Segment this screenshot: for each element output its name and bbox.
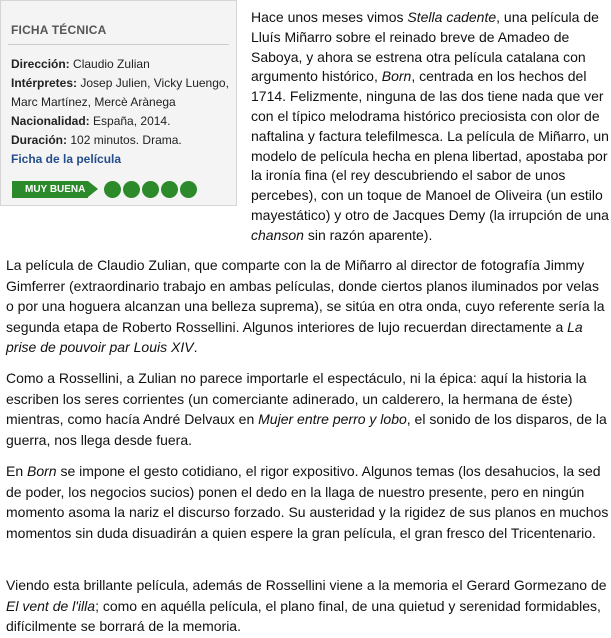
fact-nacionalidad — [11, 112, 233, 131]
p2-film-title: Mujer entre perro y lobo — [258, 411, 407, 427]
rating-dot — [123, 181, 140, 198]
fact-nacionalidad-label: Nacionalidad: — [11, 114, 90, 128]
p3-text-1: En — [6, 463, 28, 479]
p1-film-title: La prise de pouvoir par Louis XIV — [6, 318, 583, 355]
fact-duracion — [11, 131, 233, 150]
rating-dot — [161, 181, 178, 198]
fact-direccion — [11, 55, 233, 74]
p3-text-2: se impone el gesto cotidiano, el rigor expositivo. Algunos temas (los desahucios, la sed de poder, los negocios sucios) ponen el dedo en la llaga de nuestro presente, pero en ningún momento asoma la nariz el discurso forzado. Su austeridad y la rigidez de sus planos en muchos momentos sin duda disuadirán a quien espere la gran película, el gran fresco del Tricentenario. — [6, 463, 609, 541]
p4-text-2: ; como en aquélla película, el plano final, de una quietud y serenidad formidables, difícilmente se borrará de la memoria. — [6, 597, 601, 634]
p1-text-1: La película de Claudio Zulian, que comparte con la de Miñarro al director de fotografía Jimmy Gimferrer (extraordinario trabajo en ambas películas, donde ciertos planos iluminados por velas o por una hoguera alcanzan una belleza suprema), se sitúa en otra onda, cuyo referente sería la segunda etapa de Roberto Rossellini. Algunos interiores de lujo recuerdan directamente a — [6, 257, 605, 335]
intro-paragraph — [251, 8, 609, 246]
intro-text-4: sin razón aparente). — [303, 226, 433, 243]
intro-text-1: Hace unos meses vimos — [251, 9, 408, 25]
p2-text-1: Como a Rossellini, a Zulian no parece importarle el espectáculo, ni la épica: aquí la historia la escriben los seres corrientes (un comerciante adinerado, un calderero, la hermana de éste) mientras, como hacía André Delvaux en — [6, 370, 587, 427]
rating-dot — [142, 181, 159, 198]
p2-text-2: , el sonido de los disparos, de la guerra, nos llega desde fuera. — [6, 411, 607, 448]
fact-sheet-box — [0, 0, 237, 206]
p4-text-1: Viendo esta brillante película, además de Rossellini viene a la memoria el Gerard Gormezano de — [6, 577, 607, 593]
fact-duracion-value: 102 minutos. Drama. — [70, 133, 182, 147]
film-sheet-link[interactable]: Ficha de la película — [11, 152, 122, 166]
fact-duracion-label: Duración: — [11, 133, 68, 147]
rating-badge: MUY BUENA — [12, 181, 88, 198]
p3-film-title: Born — [27, 463, 57, 479]
intro-text-2: , una película de Lluís Miñarro sobre el reinado breve de Amadeo de Saboya, y ahora se estrena otra película catalana con argumento histórico, — [251, 9, 599, 85]
rating-badge-arrow — [88, 181, 98, 197]
paragraph-1 — [6, 255, 609, 358]
fact-sheet-divider — [8, 44, 229, 45]
fact-direccion-value: Claudio Zulian — [73, 57, 150, 71]
paragraph-2 — [6, 368, 609, 450]
fact-interpretes-value: Josep Julien, Vicky Luengo, Marc Martínez, Mercè Arànega — [11, 76, 229, 109]
paragraph-3 — [6, 461, 609, 543]
fact-interpretes-label: Intérpretes: — [11, 76, 78, 90]
fact-sheet-title: FICHA TÉCNICA — [11, 23, 107, 37]
rating-dot — [180, 181, 197, 198]
intro-film-title-1: Stella cadente — [407, 9, 497, 25]
intro-text-3: , centrada en los hechos del 1714. Felizmente, ninguna de las dos tiene nada que ver con el típico melodrama histórico preciosista con olor de naftalina y factura telefilmesca. La película de Miñarro, un modelo de película hecha en plena libertad, apostaba por la ironía fina (el rey descubriendo el sabor de unos percebes), con un toque de Manoel de Oliveira (un estilo mayestático) y otro de Jacques Demy (la irrupción de una — [251, 68, 609, 223]
rating-dot — [104, 181, 121, 198]
paragraph-4 — [6, 575, 609, 637]
fact-sheet-body — [11, 55, 233, 169]
intro-film-title-2: Born — [381, 68, 412, 85]
fact-interpretes — [11, 74, 233, 112]
intro-chanson: chanson — [251, 226, 304, 243]
p1-text-2: . — [193, 339, 198, 355]
p4-film-title: El vent de l'illa — [6, 597, 96, 614]
rating-dots — [104, 181, 197, 198]
fact-nacionalidad-value: España, 2014. — [93, 114, 171, 128]
fact-direccion-label: Dirección: — [11, 57, 70, 71]
